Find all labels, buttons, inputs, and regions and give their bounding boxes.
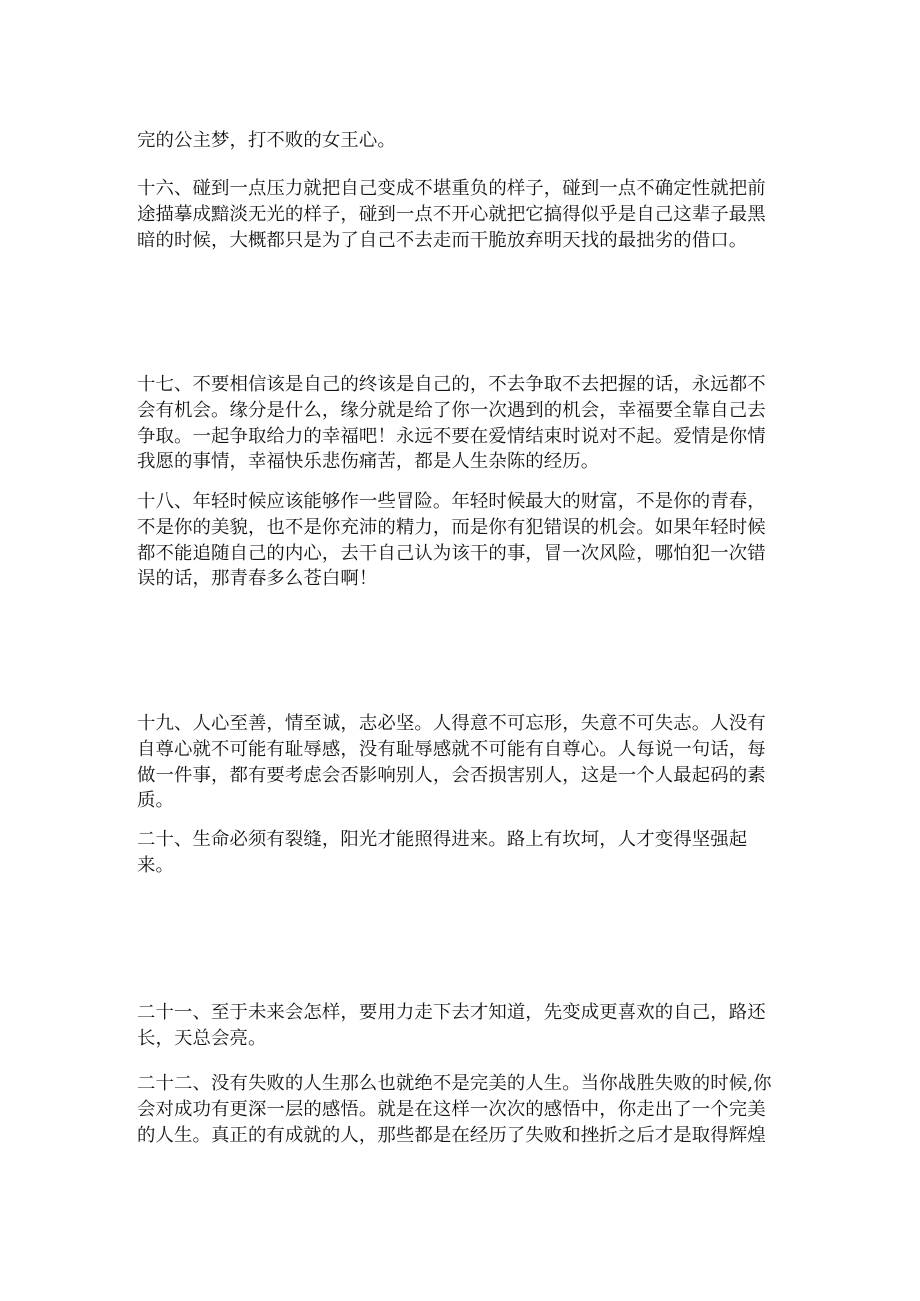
text-line: 二十、生命必须有裂缝，阳光才能照得进来。路上有坎坷，人才变得坚强起	[137, 829, 748, 850]
text-line: 质。	[137, 790, 174, 812]
text-line: 不是你的美貌，也不是你充沛的精力，而是你有犯错误的机会。如果年轻时候	[137, 516, 766, 538]
text-line: 的人生。真正的有成就的人，那些都是在经历了失败和挫折之后才是取得辉煌	[137, 1124, 766, 1146]
text-line: 二十一、至于未来会怎样，要用力走下去才知道，先变成更喜欢的自己，路还	[137, 1002, 766, 1023]
text-line: 十六、碰到一点压力就把自己变成不堪重负的样子，碰到一点不确定性就把前	[137, 178, 766, 199]
paragraph-22	[137, 1071, 777, 1148]
text-line: 完的公主梦，打不败的女王心。	[137, 130, 396, 151]
paragraph-16	[137, 176, 777, 253]
text-line: 会对成功有更深一层的感悟。就是在这样一次次的感悟中，你走出了一个完美	[137, 1098, 766, 1120]
text-line: 途描摹成黯淡无光的样子，碰到一点不开心就把它搞得似乎是自己这辈子最黑	[137, 203, 766, 225]
text-line: 二十二、没有失败的人生那么也就绝不是完美的人生。当你战胜失败的时候,你	[137, 1073, 772, 1094]
text-line: 十七、不要相信该是自己的终该是自己的，不去争取不去把握的话，永远都不	[137, 374, 766, 395]
paragraph-21	[137, 1000, 777, 1052]
text-line: 十八、年轻时候应该能够作一些冒险。年轻时候最大的财富，不是你的青春，	[137, 491, 766, 512]
text-line: 争取。一起争取给力的幸福吧！永远不要在爱情结束时说对不起。爱情是你情	[137, 425, 766, 447]
paragraph-19	[137, 711, 777, 814]
paragraph-17	[137, 372, 777, 475]
paragraph-20	[137, 827, 777, 879]
text-line: 误的话，那青春多么苍白啊！	[137, 568, 378, 590]
paragraph-18	[137, 489, 777, 592]
text-line: 会有机会。缘分是什么，缘分就是给了你一次遇到的机会，幸福要全靠自己去	[137, 399, 766, 421]
text-line: 暗的时候，大概都只是为了自己不去走而干脆放弃明天找的最拙劣的借口。	[137, 229, 748, 251]
text-line: 十九、人心至善，情至诚，志必坚。人得意不可忘形，失意不可失志。人没有	[137, 713, 766, 734]
text-line: 长，天总会亮。	[137, 1027, 267, 1049]
text-line: 来。	[137, 854, 174, 876]
text-line: 都不能追随自己的内心，去干自己认为该干的事，冒一次风险，哪怕犯一次错	[137, 542, 766, 564]
text-line: 自尊心就不可能有耻辱感，没有耻辱感就不可能有自尊心。人每说一句话，每	[137, 738, 766, 760]
paragraph-15-end	[137, 128, 777, 154]
text-line: 做一件事，都有要考虑会否影响别人，会否损害别人，这是一个人最起码的素	[137, 764, 766, 786]
text-line: 我愿的事情，幸福快乐悲伤痛苦，都是人生杂陈的经历。	[137, 451, 600, 473]
